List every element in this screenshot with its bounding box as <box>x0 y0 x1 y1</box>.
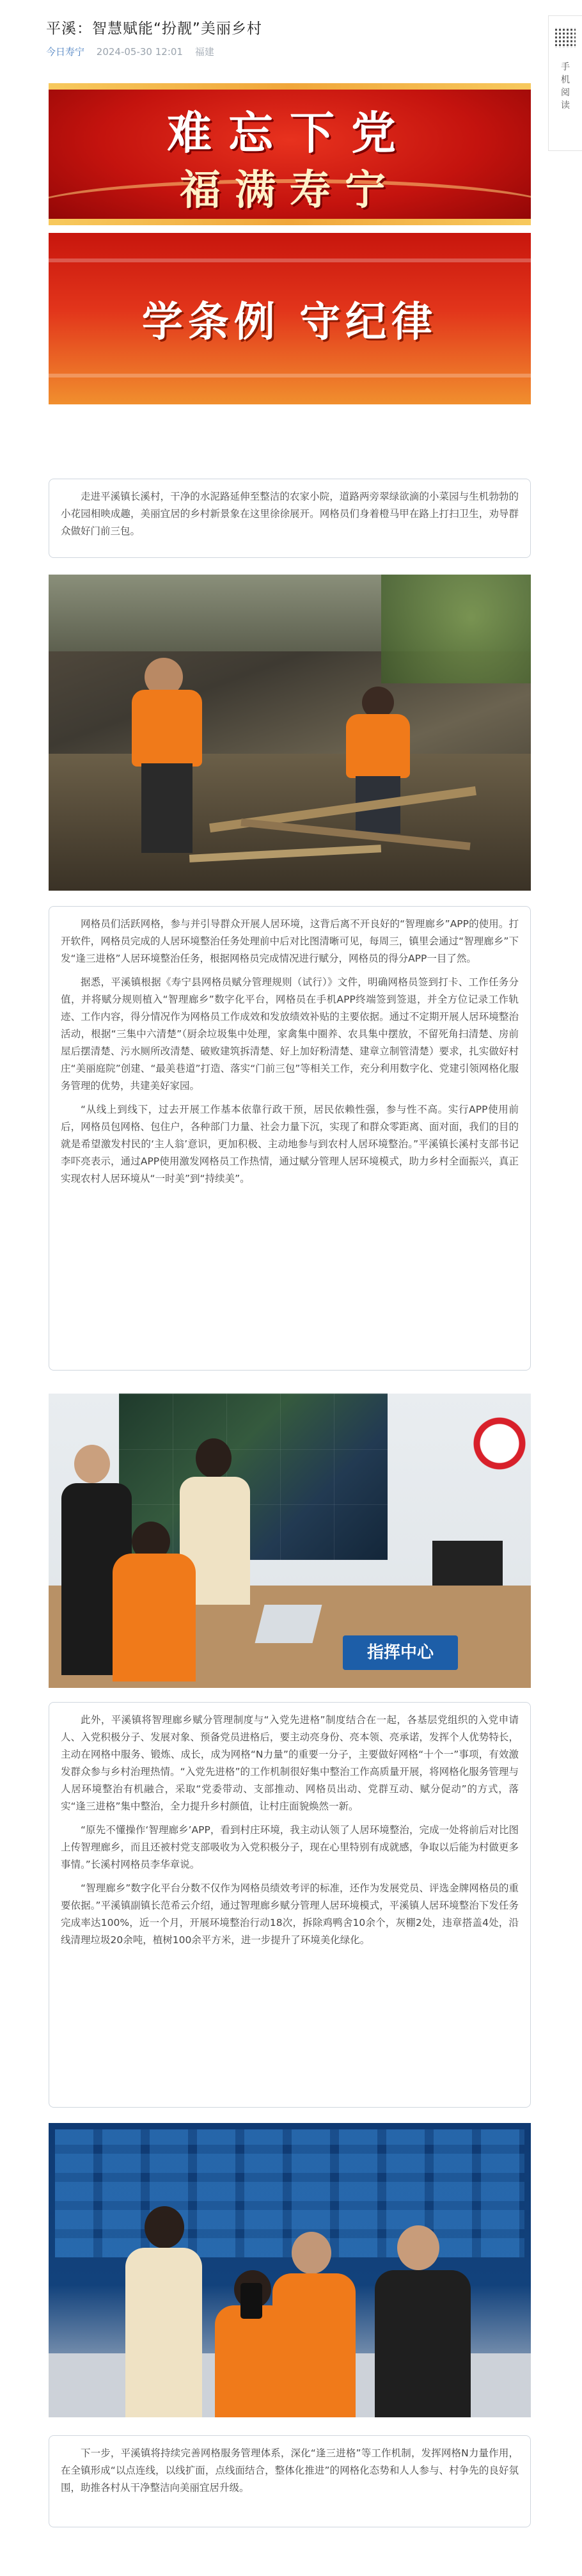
banner-line-1: 难忘下党 <box>167 106 413 159</box>
paragraph: 据悉，平溪镇根据《寿宁县网格员赋分管理规则（试行）》文件，明确网格员签到打卡、工作任务分值，并将赋分规则植入“智理廊乡”数字化平台，网格员在手机APP终端签到签退，并全方位记录工作轨迹、工作内容，得分情况作为网格员工作成效和发放绩效补贴的主要依据。通过不定期开展人居环境整治活动，根据“三集中六清楚”（厨余垃圾集中处理，家禽集中圈养、农具集中摆放，不留死角扫清楚、房前屋后摆清楚、污水厕所改清楚、破败建筑拆清楚、好上加好粉清楚、建章立制管清楚）要求，扎实做好村庄“美丽庭院”创建、“最美巷道”打造、落实“门前三包”等相关工作，充分利用数字化、党建引领网格化服务管理的优势，共建美好家园。 <box>61 976 519 1092</box>
banner-gold-stripe-top <box>49 83 531 90</box>
dashboard-screen-panels <box>55 2129 524 2257</box>
person-head <box>292 2232 331 2274</box>
paragraph: “从线上到线下，过去开展工作基本依靠行政干预，居民依赖性强，参与性不高。实行APP使用前后，网格员包网格、包住户，各种部门力量、社会力量下沉，实现了和群众零距离、面对面，我们的目的就是希望激发村民的‘主人翁’意识，更加积极、主动地参与到农村人居环境整治。”平溪镇长溪村支部书记李吓亮表示，通过APP使用激发网格员工作热情，通过赋分管理人居环境模式，助力乡村全面振兴，真正实现农村人居环境从“一时美”到“持续美”。 <box>61 1104 519 1184</box>
banner-xue-tiao-li <box>49 233 531 404</box>
photo-command-center <box>49 1394 531 1688</box>
person-orange-vest <box>272 2273 356 2417</box>
worker-trousers <box>141 763 193 853</box>
worker-orange-vest <box>132 690 202 767</box>
worker-orange-vest <box>346 714 410 778</box>
banner-stripe <box>49 374 531 378</box>
qr-code-overlay <box>555 28 576 48</box>
mobile-phone <box>240 2283 262 2319</box>
photo-group-phone <box>49 2123 531 2417</box>
laptop <box>255 1605 322 1643</box>
person-cream-coat <box>125 2248 202 2417</box>
article-meta <box>46 45 214 58</box>
text-box-intro <box>49 479 531 558</box>
paragraph: 此外，平溪镇将智理廊乡赋分管理制度与“入党先进格”制度结合在一起，各基层党组织的入党申请人、入党积极分子、发展对象、预备党员进格后，要主动亮身份、亮本领、亮承诺，发挥个人优势特长，主动在网格中服务、锻炼、成长，成为网格“N力量”的重要一分子，主要做好网格“十个一”事项，有效激发群众参与乡村治理热情。“入党先进格”的工作机制很好集中整治工作高质量开展，将网格化服务管理与人居环境整治有机融合，采取“党委带动、支部推动、网格员出动、党群互动、赋分促动”的方式，落实“逢三进格”集中整治，全力提升乡村颜值，让村庄面貌焕然一新。 <box>61 1714 519 1812</box>
paragraph: “智理廊乡”数字化平台分数不仅作为网格员绩效考评的标准，还作为发展党员、评选金牌网格员的重要依据。”平溪镇副镇长范希云介绍，通过智理廊乡赋分管理人居环境模式，平溪镇人居环境整治下发任务完成率达100%，近一个月，开展环境整治行动18次，拆除鸡鸭舍10余个，灰棚2处，违章搭盖4处，沿线清理垃圾20余吨，植树100余平方米，进一步提升了环境美化绿化。 <box>61 1882 519 1946</box>
person-head <box>145 2206 184 2248</box>
banner-nan-wang-xia-dang <box>49 83 531 225</box>
person-orange-vest <box>113 1554 196 1682</box>
text-box-app <box>49 906 531 1371</box>
person-black-coat <box>375 2270 471 2417</box>
paragraph: 走进平溪镇长溪村，干净的水泥路延伸至整洁的农家小院，道路两旁翠绿欲滴的小菜园与生机勃勃的小花园相映成趣，美丽宜居的乡村新景象在这里徐徐展开。网格员们身着橙马甲在路上打扫卫生，劝导群众做好门前三包。 <box>61 491 519 537</box>
person-head <box>74 1445 110 1483</box>
article-title: 平溪：智慧赋能“扮靓”美丽乡村 <box>46 20 262 37</box>
photo-workers-cleaning <box>49 575 531 891</box>
person-head <box>397 2225 439 2270</box>
mobile-read-label: 手机阅读 <box>561 62 570 111</box>
text-box-next-step <box>49 2435 531 2527</box>
banner-slogan: 学条例 守纪律 <box>141 298 438 346</box>
paragraph: 下一步，平溪镇将持续完善网格服务管理体系，深化“逢三进格”等工作机制，发挥网格N力量作用，在全镇形成“以点连线，以线扩面，点线面结合，整体化推进”的网格化态势和人人参与、村争先的良好氛围，助推各村从干净整洁向美丽宜居升级。 <box>61 2447 519 2493</box>
person-head <box>196 1438 232 1478</box>
article-source[interactable]: 今日寿宁 <box>46 46 85 58</box>
mobile-read-panel[interactable] <box>548 15 582 151</box>
article-location: 福建 <box>194 46 214 58</box>
paragraph: 网格员们活跃网格，参与并引导群众开展人居环境，这背后离不开良好的“智理廊乡”APP的使用。打开软件，网格员完成的人居环境整治任务处理前中后对比图清晰可见，每周三，镇里会通过“智理廊乡”下发“逢三进格”人居环境整治任务，根据网格员完成情况进行赋分，网格员的得分APP一目了然。 <box>61 918 519 964</box>
paragraph: “原先不懂操作‘智理廊乡’APP，看到村庄环境，我主动认领了人居环境整治，完成一处将前后对比图上传智理廊乡，而且还被村党支部吸收为入党积极分子，现在心里特别有成就感，争取以后能为村做更多事情。”长溪村网格员李华章说。 <box>61 1824 519 1870</box>
banner-line-2: 福满寿宁 <box>180 166 400 214</box>
photo-foliage <box>381 575 531 683</box>
party-emblem-decoration <box>471 1400 528 1509</box>
command-center-sign: 指挥中心 <box>343 1635 458 1670</box>
banner-stripe <box>49 258 531 262</box>
article-date: 2024-05-30 12:01 <box>96 46 183 58</box>
text-box-party <box>49 1702 531 2108</box>
photo-ground <box>49 754 531 891</box>
